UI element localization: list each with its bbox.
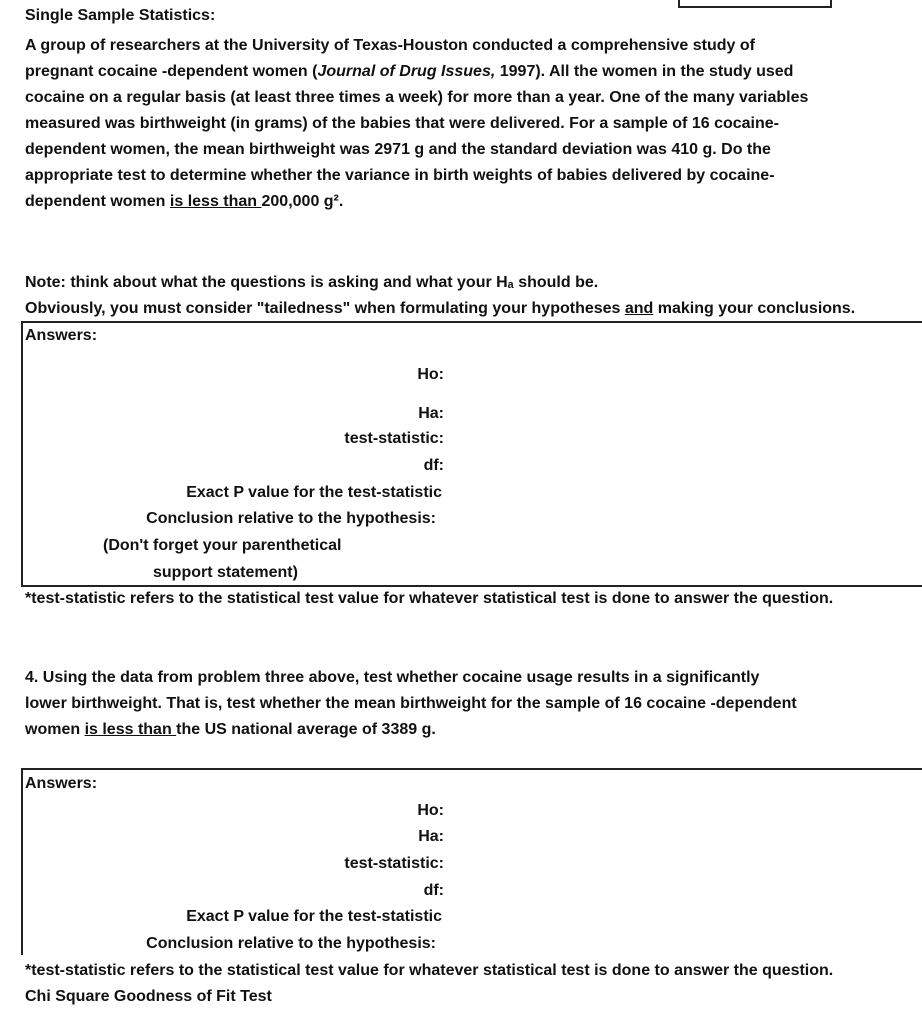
underlined-phrase: is less than xyxy=(84,721,177,738)
p-value-label: Exact P value for the test-statistic xyxy=(186,484,442,501)
underlined-phrase: is less than xyxy=(169,193,262,210)
conclusion-label: Conclusion relative to the hypothesis: xyxy=(146,935,436,952)
h0-label: Ho: xyxy=(417,366,444,383)
footnote: *test-statistic refers to the statistical test value for whatever statistical test is done to answer the question. xyxy=(25,962,834,979)
journal-name: Journal of Drug Issues, xyxy=(317,63,496,80)
q4-line: lower birthweight. That is, test whether the mean birthweight for the sample of 16 cocaine -dependent xyxy=(25,695,797,712)
top-answer-box xyxy=(678,0,832,8)
section-title: Single Sample Statistics: xyxy=(25,7,216,24)
df-label: df: xyxy=(423,457,444,474)
conclusion-label: Conclusion relative to the hypothesis: xyxy=(146,510,436,527)
q3-line: A group of researchers at the University of Texas-Houston conducted a comprehensive study of xyxy=(25,37,755,54)
parenthetical-note: (Don't forget your parenthetical xyxy=(103,537,342,554)
next-section-title: Chi Square Goodness of Fit Test xyxy=(25,988,272,1005)
test-statistic-label: test-statistic: xyxy=(344,855,444,872)
question-3-text xyxy=(25,33,808,215)
question-4-text xyxy=(25,665,797,743)
answers-label: Answers: xyxy=(25,775,98,792)
note-line-1: Note: think about what the questions is asking and what your Hₐ should be. xyxy=(25,274,599,291)
q3-line: dependent women is less than 200,000 g². xyxy=(25,193,344,210)
test-statistic-label: test-statistic: xyxy=(344,430,444,447)
q3-line: pregnant cocaine -dependent women (Journal of Drug Issues, 1997). All the women in the study used xyxy=(25,63,794,80)
q3-line: measured was birthweight (in grams) of the babies that were delivered. For a sample of 16 cocaine- xyxy=(25,115,779,132)
q3-line: cocaine on a regular basis (at least three times a week) for more than a year. One of the many variables xyxy=(25,89,809,106)
answers-label: Answers: xyxy=(25,327,98,344)
df-label: df: xyxy=(423,882,444,899)
ha-label: Ha: xyxy=(418,828,444,845)
p-value-label: Exact P value for the test-statistic xyxy=(186,908,442,925)
h0-label: Ho: xyxy=(417,802,444,819)
parenthetical-note: support statement) xyxy=(153,564,298,581)
q3-line: appropriate test to determine whether the variance in birth weights of babies delivered by cocaine- xyxy=(25,167,775,184)
answers-box-2 xyxy=(21,768,922,955)
note-line-2: Obviously, you must consider "tailedness" when formulating your hypotheses and making your conclusions. xyxy=(25,300,856,317)
q4-line: women is less than the US national average of 3389 g. xyxy=(25,721,436,738)
q3-line: dependent women, the mean birthweight was 2971 g and the standard deviation was 410 g. Do the xyxy=(25,141,771,158)
ha-label: Ha: xyxy=(418,405,444,422)
q4-line: 4. Using the data from problem three above, test whether cocaine usage results in a significantly xyxy=(25,669,760,686)
footnote: *test-statistic refers to the statistical test value for whatever statistical test is done to answer the question. xyxy=(25,590,834,607)
